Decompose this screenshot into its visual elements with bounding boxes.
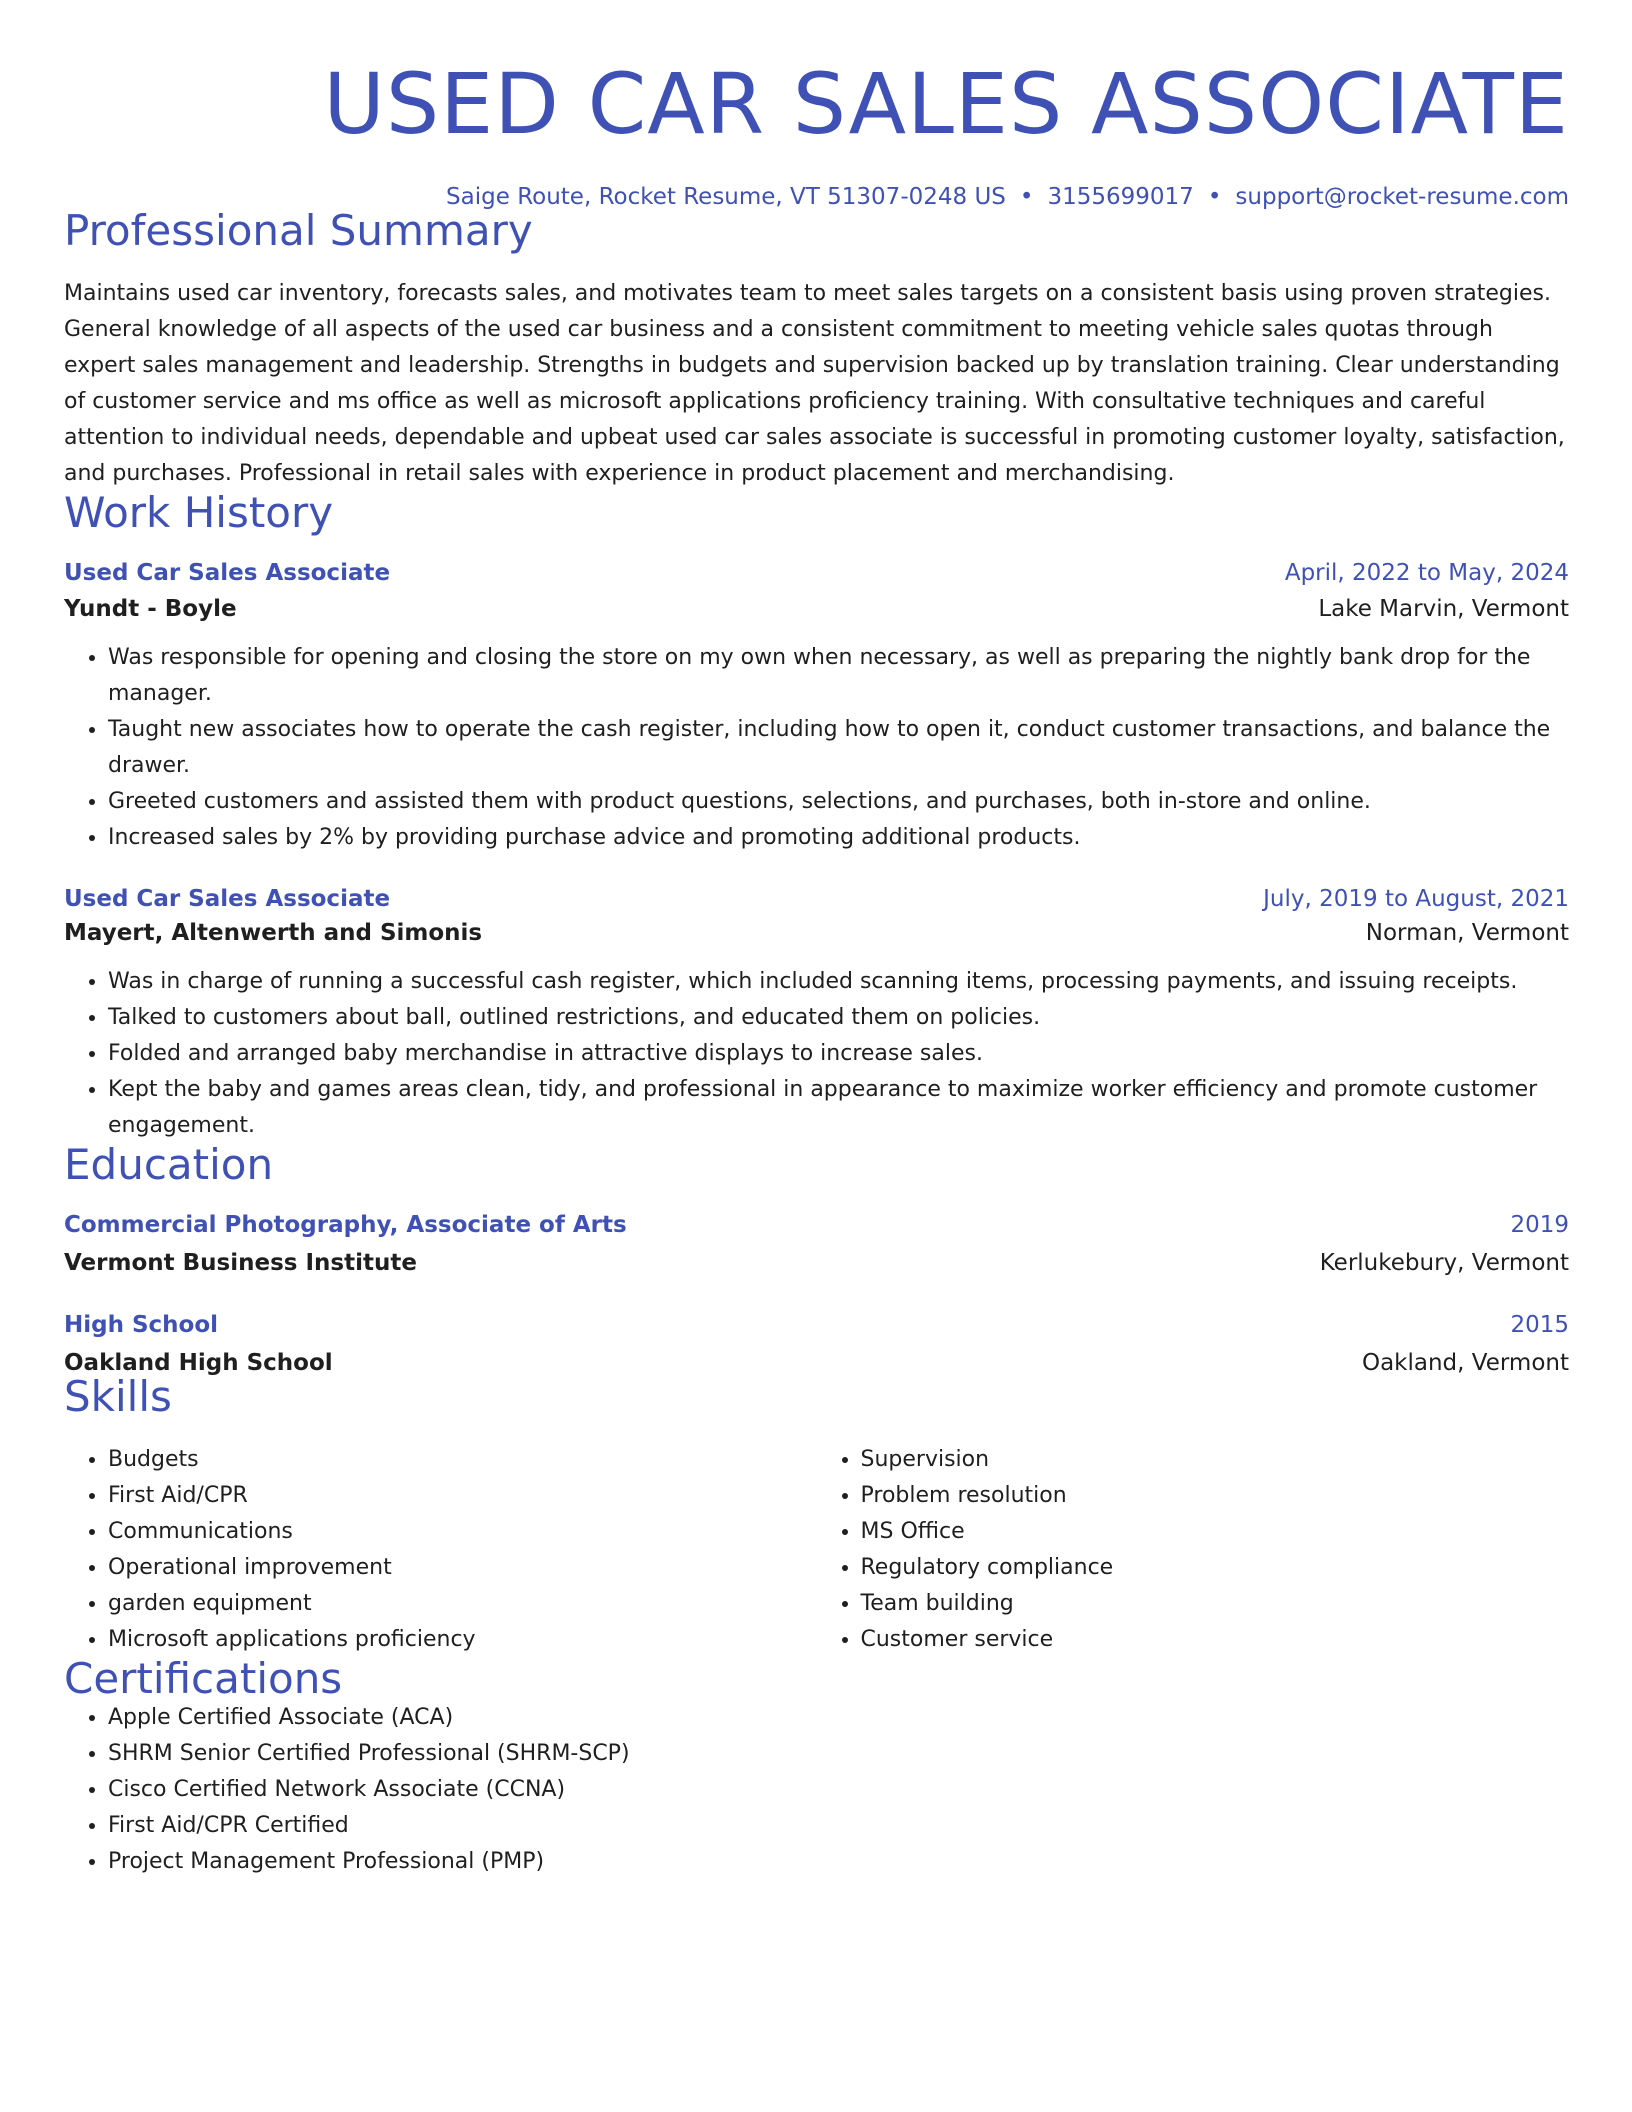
education-heading: Education [64, 1140, 274, 1189]
skill-item: • Supervision [861, 1442, 1570, 1478]
skills-list [64, 1442, 1569, 1658]
certification-item: • First Aid/CPR Certified [108, 1808, 1569, 1844]
skill-item: • MS Office [861, 1514, 1570, 1550]
job-title: Used Car Sales Associate [64, 886, 391, 912]
contact-email[interactable]: support@rocket-resume.com [1235, 184, 1569, 210]
job-bullets [64, 640, 1569, 856]
job-bullet: • Kept the baby and games areas clean, tidy, and professional in appearance to maximize worker efficiency and promote customer engagement. [108, 1072, 1569, 1144]
contact-address: Saige Route, Rocket Resume, VT 51307-0248 US [446, 184, 1006, 210]
skill-item: • Communications [108, 1514, 817, 1550]
job-bullet: • Taught new associates how to operate the cash register, including how to open it, conduct customer transactions, and balance the drawer. [108, 712, 1569, 784]
education-entry [64, 1312, 1569, 1376]
contact-phone: 3155699017 [1047, 184, 1194, 210]
education-degree: Commercial Photography, Associate of Arts [64, 1212, 627, 1238]
skill-item: • Problem resolution [861, 1478, 1570, 1514]
certification-item: • Cisco Certified Network Associate (CCNA) [108, 1772, 1569, 1808]
job-bullet: • Talked to customers about ball, outlined restrictions, and educated them on policies. [108, 1000, 1569, 1036]
skills-column-right [817, 1442, 1570, 1658]
work-history-heading: Work History [64, 488, 334, 537]
job-bullets [64, 964, 1569, 1144]
job-bullet: • Folded and arranged baby merchandise in attractive displays to increase sales. [108, 1036, 1569, 1072]
job-location: Norman, Vermont [1365, 920, 1569, 946]
skill-item: • Team building [861, 1586, 1570, 1622]
skill-item: • Customer service [861, 1622, 1570, 1658]
job-bullet: • Was in charge of running a successful cash register, which included scanning items, processing payments, and issuing receipts. [108, 964, 1569, 1000]
skills-column-left [64, 1442, 817, 1658]
certification-item: • Project Management Professional (PMP) [108, 1844, 1569, 1880]
education-location: Kerlukebury, Vermont [1319, 1250, 1569, 1276]
education-year: 2019 [1510, 1212, 1569, 1238]
certification-item: • SHRM Senior Certified Professional (SHRM-SCP) [108, 1736, 1569, 1772]
job-bullet: • Increased sales by 2% by providing purchase advice and promoting additional products. [108, 820, 1569, 856]
education-school: Oakland High School [64, 1350, 333, 1376]
certifications-heading: Certifications [64, 1654, 343, 1703]
summary-text: Maintains used car inventory, forecasts sales, and motivates team to meet sales targets on a consistent basis using proven strategies. General knowledge of all aspects of the used car business and a consistent commitment to meeting vehicle sales quotas through expert sales management and leadership. Strengths in budgets and supervision backed up by translation training. Clear understanding of customer service and ms office as well as microsoft applications proficiency training. With consultative techniques and careful attention to individual needs, dependable and upbeat used car sales associate is successful in promoting customer loyalty, satisfaction, and purchases. Professional in retail sales with experience in product placement and merchandising. [64, 281, 1565, 486]
skill-item: • First Aid/CPR [108, 1478, 817, 1514]
education-degree: High School [64, 1312, 219, 1338]
job-company: Mayert, Altenwerth and Simonis [64, 920, 483, 946]
education-entry [64, 1212, 1569, 1276]
skills-heading: Skills [64, 1372, 172, 1421]
skill-item: • Budgets [108, 1442, 817, 1478]
education-year: 2015 [1510, 1312, 1569, 1338]
skill-item: • Regulatory compliance [861, 1550, 1570, 1586]
education-school: Vermont Business Institute [64, 1250, 417, 1276]
education-location: Oakland, Vermont [1361, 1350, 1569, 1376]
skill-item: • Operational improvement [108, 1550, 817, 1586]
job-location: Lake Marvin, Vermont [1318, 596, 1569, 622]
job-title: Used Car Sales Associate [64, 560, 391, 586]
job-entry [64, 560, 1569, 856]
job-entry [64, 886, 1569, 1144]
certification-item: • Apple Certified Associate (ACA) [108, 1700, 1569, 1736]
job-dates: July, 2019 to August, 2021 [1263, 886, 1569, 912]
skill-item: • Microsoft applications proficiency [108, 1622, 817, 1658]
contact-separator: • [1207, 184, 1222, 210]
job-dates: April, 2022 to May, 2024 [1284, 560, 1569, 586]
contact-separator: • [1019, 184, 1034, 210]
summary-heading: Professional Summary [64, 206, 533, 255]
job-company: Yundt - Boyle [64, 596, 237, 622]
certifications-list [64, 1700, 1569, 1880]
job-bullet: • Greeted customers and assisted them with product questions, selections, and purchases, both in-store and online. [108, 784, 1569, 820]
job-bullet: • Was responsible for opening and closing the store on my own when necessary, as well as preparing the nightly bank drop for the manager. [108, 640, 1569, 712]
skill-item: • garden equipment [108, 1586, 817, 1622]
resume-title: USED CAR SALES ASSOCIATE [323, 55, 1569, 153]
